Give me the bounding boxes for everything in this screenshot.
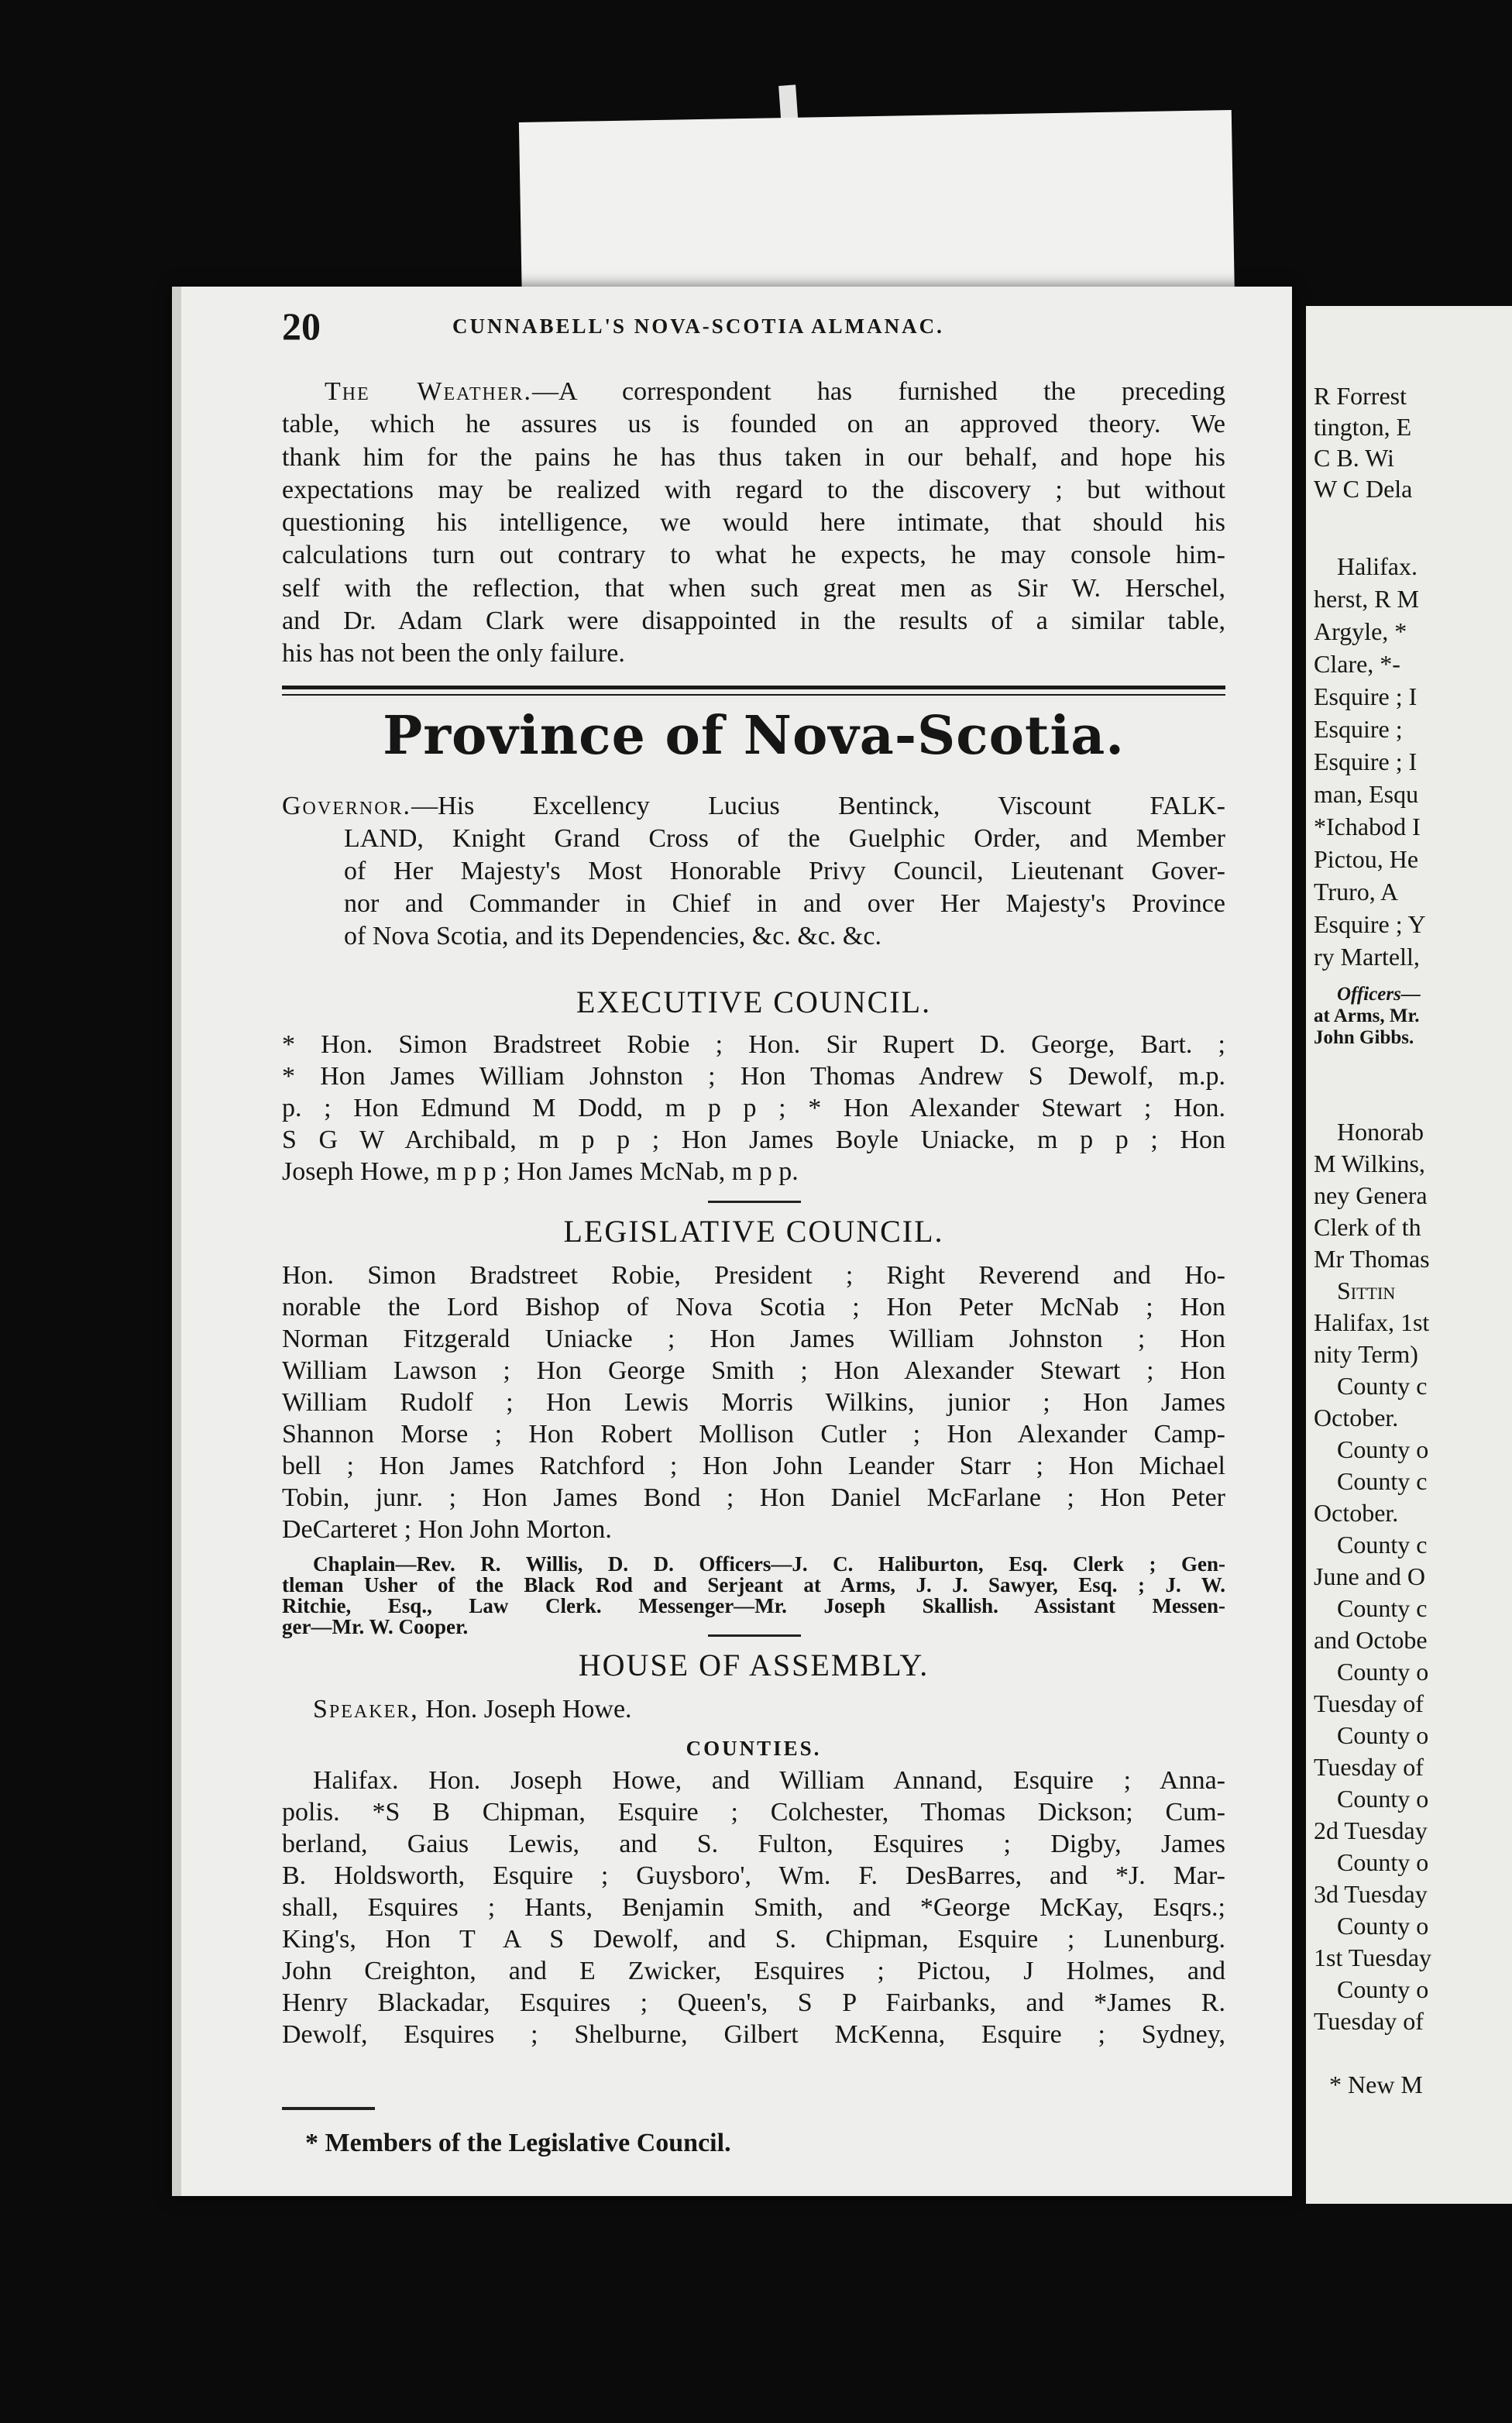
side-line: 2d Tuesday (1314, 1816, 1428, 1844)
assembly-heading: HOUSE OF ASSEMBLY. (578, 1648, 930, 1682)
executive-line: * Hon James William Johnston ; Hon Thomas Andrew S Dewolf, m.p. (282, 1062, 1225, 1091)
legislative-line: Hon. Simon Bradstreet Robie, President ; Right Reverend and Ho- (282, 1261, 1225, 1290)
side-line: October. (1314, 1404, 1399, 1431)
side-line: County o (1337, 1975, 1429, 2003)
side-line: man, Esqu (1314, 780, 1419, 808)
paper-slip (519, 110, 1235, 316)
assembly-line: John Creighton, and E Zwicker, Esquires ; Pictou, J Holmes, and (282, 1957, 1225, 1985)
side-line: 3d Tuesday (1314, 1880, 1428, 1908)
assembly-line: B. Holdsworth, Esquire ; Guysboro', Wm. F. DesBarres, and *J. Mar- (282, 1861, 1225, 1890)
executive-members (282, 1029, 1225, 1187)
side-line: Clerk of th (1314, 1213, 1421, 1241)
executive-line: p. ; Hon Edmund M Dodd, m p p ; * Hon Alexander Stewart ; Hon. (282, 1094, 1225, 1122)
side-line: Esquire ; I (1314, 682, 1418, 710)
officers-line: tleman Usher of the Black Rod and Serjeant at Arms, J. J. Sawyer, Esq. ; J. W. (282, 1573, 1225, 1596)
almanac-page (172, 287, 1292, 2196)
footnote-rule (282, 2107, 375, 2110)
side-line: County c (1337, 1594, 1428, 1622)
governor-paragraph (282, 790, 1225, 953)
small-divider (708, 1201, 801, 1203)
side-line: at Arms, Mr. (1314, 1005, 1420, 1026)
section-divider (282, 686, 1225, 696)
page-number: 20 (282, 304, 321, 348)
side-line: 1st Tuesday (1314, 1944, 1432, 1971)
legislative-heading: LEGISLATIVE COUNCIL. (563, 1214, 944, 1249)
assembly-line: berland, Gaius Lewis, and S. Fulton, Esquires ; Digby, James (282, 1830, 1225, 1858)
assembly-line: Dewolf, Esquires ; Shelburne, Gilbert McKenna, Esquire ; Sydney, (282, 2020, 1225, 2049)
officers-line: Chaplain—Rev. R. Willis, D. D. Officers—J. C. Haliburton, Esq. Clerk ; Gen- (313, 1552, 1225, 1576)
side-line: M Wilkins, (1314, 1150, 1425, 1177)
side-line: County c (1337, 1372, 1428, 1400)
weather-paragraph (282, 376, 1225, 671)
page-header (282, 304, 1211, 350)
legislative-line: William Rudolf ; Hon Lewis Morris Wilkins, junior ; Hon James (282, 1388, 1225, 1417)
weather-line: his has not been the only failure. (282, 639, 625, 668)
side-line: Esquire ; I (1314, 748, 1418, 775)
side-line: Mr Thomas (1314, 1245, 1430, 1273)
assembly-line: Henry Blackadar, Esquires ; Queen's, S P Fairbanks, and *James R. (282, 1988, 1225, 2017)
speaker-name: Hon. Joseph Howe. (418, 1695, 632, 1724)
side-line: County o (1337, 1435, 1429, 1463)
side-line: *Ichabod I (1314, 813, 1421, 840)
weather-line: self with the reflection, that when such great men as Sir W. Herschel, (282, 573, 1225, 603)
weather-line: expectations may be realized with regard to the discovery ; but without (282, 475, 1225, 504)
side-line: W C Dela (1314, 475, 1413, 503)
side-line: Honorab (1337, 1118, 1424, 1146)
side-line: Argyle, * (1314, 617, 1407, 645)
small-divider (708, 1634, 801, 1637)
legislative-line: Norman Fitzgerald Uniacke ; Hon James William Johnston ; Hon (282, 1325, 1225, 1353)
speaker-line (282, 1693, 1225, 1725)
side-line: County o (1337, 1721, 1429, 1749)
assembly-line: shall, Esquires ; Hants, Benjamin Smith, and *George McKay, Esqrs.; (282, 1893, 1225, 1922)
side-line: nity Term) (1314, 1340, 1418, 1368)
side-line: herst, R M (1314, 585, 1419, 613)
officers-line: Ritchie, Esq., Law Clerk. Messenger—Mr. Joseph Skallish. Assistant Messen- (282, 1594, 1225, 1617)
executive-line: Joseph Howe, m p p ; Hon James McNab, m p p. (282, 1157, 799, 1186)
governor-line: of Nova Scotia, and its Dependencies, &c. &c. &c. (344, 922, 881, 950)
governor-line: nor and Commander in Chief in and over Her Majesty's Province (344, 889, 1225, 918)
governor-line: Governor.—His Excellency Lucius Bentinck, Viscount FALK- (282, 792, 1225, 820)
weather-line: calculations turn out contrary to what he expects, he may console him- (282, 541, 1225, 570)
side-line: Tuesday of (1314, 1689, 1424, 1717)
governor-line: of Her Majesty's Most Honorable Privy Council, Lieutenant Gover- (344, 857, 1225, 885)
counties-heading: COUNTIES. (686, 1737, 822, 1760)
side-footnote: * New M (1329, 2071, 1423, 2098)
weather-line: thank him for the pains he has thus taken in our behalf, and hope his (282, 442, 1225, 472)
legislative-officers (282, 1554, 1225, 1638)
legislative-line: Tobin, junr. ; Hon James Bond ; Hon Daniel McFarlane ; Hon Peter (282, 1483, 1225, 1512)
weather-line: and Dr. Adam Clark were disappointed in the results of a similar table, (282, 607, 1225, 636)
assembly-members (282, 1765, 1225, 2050)
assembly-line: King's, Hon T A S Dewolf, and S. Chipman, Esquire ; Lunenburg. (282, 1925, 1225, 1954)
side-line: Halifax, 1st (1314, 1308, 1430, 1336)
side-line: Esquire ; (1314, 715, 1403, 743)
footnote: * Members of the Legislative Council. (305, 2129, 731, 2157)
officers-line: ger—Mr. W. Cooper. (282, 1615, 469, 1638)
legislative-members (282, 1260, 1225, 1545)
side-line: Officers— (1337, 984, 1421, 1005)
governor-line: LAND, Knight Grand Cross of the Guelphic Order, and Member (344, 824, 1225, 853)
side-line: October. (1314, 1499, 1399, 1527)
side-line: Pictou, He (1314, 845, 1419, 873)
side-line: Sittin (1337, 1277, 1396, 1304)
assembly-line: Halifax. Hon. Joseph Howe, and William Annand, Esquire ; Anna- (313, 1766, 1225, 1795)
executive-line: * Hon. Simon Bradstreet Robie ; Hon. Sir Rupert D. George, Bart. ; (282, 1030, 1225, 1059)
side-line: C B. Wi (1314, 444, 1394, 472)
executive-heading: EXECUTIVE COUNCIL. (576, 985, 932, 1019)
running-title: CUNNABELL'S NOVA-SCOTIA ALMANAC. (452, 314, 944, 338)
side-line: County c (1337, 1467, 1428, 1495)
side-line: County o (1337, 1848, 1429, 1876)
side-line: Tuesday of (1314, 2007, 1424, 2035)
page-title: Province of Nova-Scotia. (383, 705, 1125, 767)
legislative-line: William Lawson ; Hon George Smith ; Hon Alexander Stewart ; Hon (282, 1356, 1225, 1385)
side-line: John Gibbs. (1314, 1027, 1414, 1048)
adjacent-page (1306, 306, 1512, 2204)
executive-line: S G W Archibald, m p p ; Hon James Boyle Uniacke, m p p ; Hon (282, 1126, 1225, 1154)
side-line: and Octobe (1314, 1626, 1428, 1654)
side-line: Clare, *- (1314, 650, 1400, 678)
legislative-line: Shannon Morse ; Hon Robert Mollison Cutler ; Hon Alexander Camp- (282, 1420, 1225, 1449)
governor-label: Governor. (282, 792, 412, 820)
side-line: Tuesday of (1314, 1753, 1424, 1781)
speaker-label: Speaker, (313, 1695, 419, 1724)
weather-lead: The Weather. (325, 377, 533, 406)
side-line: ry Martell, (1314, 943, 1420, 971)
side-line: Halifax. (1337, 552, 1418, 580)
side-line: ney Genera (1314, 1181, 1428, 1209)
side-line: R Forrest (1314, 382, 1407, 410)
assembly-line: polis. *S B Chipman, Esquire ; Colchester, Thomas Dickson; Cum- (282, 1798, 1225, 1827)
side-line: County o (1337, 1785, 1429, 1813)
weather-line: questioning his intelligence, we would here intimate, that should his (282, 508, 1225, 538)
side-line: tington, E (1314, 413, 1412, 441)
legislative-line: norable the Lord Bishop of Nova Scotia ; Hon Peter McNab ; Hon (282, 1293, 1225, 1321)
side-line: June and O (1314, 1562, 1425, 1590)
side-line: Truro, A (1314, 878, 1399, 906)
legislative-line: bell ; Hon James Ratchford ; Hon John Leander Starr ; Hon Michael (282, 1452, 1225, 1480)
side-line: County o (1337, 1658, 1429, 1686)
legislative-line: DeCarteret ; Hon John Morton. (282, 1515, 612, 1544)
side-line: Esquire ; Y (1314, 910, 1426, 938)
weather-line: table, which he assures us is founded on an approved theory. We (282, 410, 1225, 439)
side-line: County o (1337, 1912, 1429, 1940)
side-line: County c (1337, 1531, 1428, 1559)
weather-line: The Weather.—A correspondent has furnished the preceding (325, 377, 1225, 406)
